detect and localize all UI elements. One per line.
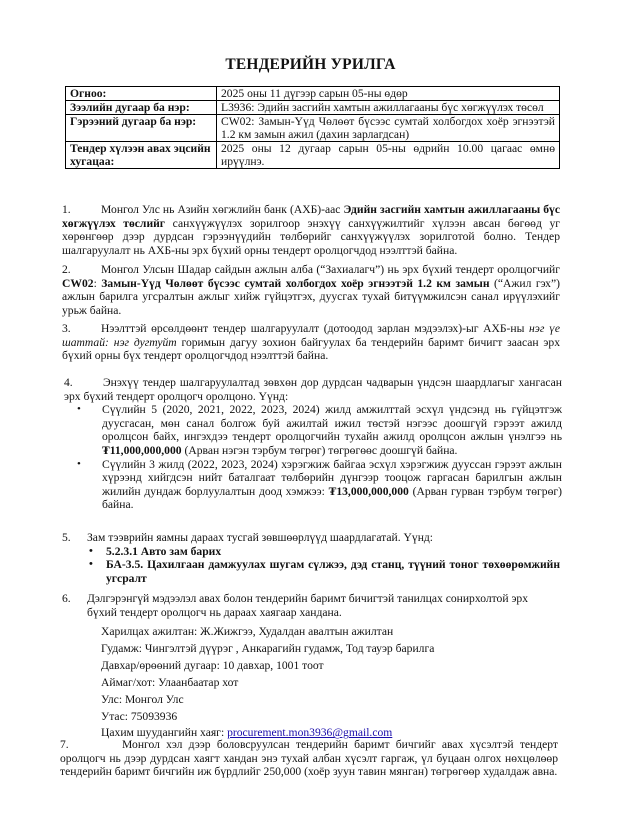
paragraph-text: Монгол Улс нь Азийн хөгжлийн банк (АХБ)-аас	[101, 203, 344, 216]
list-item-text: (Арван нэгэн тэрбум төгрөг) төгрөгөөс доошгүй байна.	[181, 443, 458, 457]
paragraph-number: 6.	[62, 592, 71, 605]
contact-person: Харилцах ажилтан: Ж.Жижгээ, Худалдан авалтын ажилтан	[101, 625, 394, 638]
amount-bold: ₮11,000,000,000	[102, 443, 182, 457]
contract-name-bold: Замын-Үүд Чөлөөт бүсээс сумтай холбогдох хоёр эгнээтэй 1.2 км замын	[101, 276, 490, 290]
procedure-italic: нэг үе шаттай: нэг дугтуйт	[62, 322, 560, 349]
contract-code-bold: CW02	[62, 276, 94, 290]
list-item-text: Сүүлийн 5 (2020, 2021, 2022, 2023, 2024) жилд амжилттай эсхүл үндсэнд нь гүйцэтгэж дуусгасан, мөн санал болгож буй ажилтай ижил төстэй нэгээс доошгүй гэрээт ажилд оролцсон байх, ингэхдээ тендерт оролцогчийн тухайн ажилд оролцсон ажлын үнэлгээ нь	[102, 403, 562, 444]
bullet-icon: •	[89, 544, 93, 557]
contact-country: Улс: Монгол Улс	[101, 692, 184, 706]
paragraph-number: 3.	[62, 322, 71, 335]
list-item-text: 5.2.3.1 Авто зам барих	[106, 544, 222, 558]
paragraph-text: Монгол Улсын Шадар сайдын ажлын алба (“Захиалагч”) нь эрх бүхий тендерт оролцогчийг	[101, 263, 560, 276]
list-item	[64, 458, 562, 512]
table-row	[66, 142, 560, 169]
qualification-list	[64, 403, 562, 512]
list-item	[62, 558, 560, 585]
license-list	[62, 545, 560, 586]
paragraph-text: горимын дагуу зохион байгуулах ба тендерийн баримт бичигт заасан эрх бүхий орны бүх тендерт оролцогчдод нээлттэй байна.	[62, 335, 561, 363]
amount-bold: ₮13,000,000,000	[328, 484, 409, 498]
paragraph-text: Нээлттэй өрсөлдөөнт тендер шалгаруулалт (дотоодод зарлан мэдээлэх)-ыг АХБ-ны	[101, 322, 530, 335]
row-value: 2025 оны 11 дүгээр сарын 05-ны өдөр	[217, 87, 560, 101]
paragraph-number: 1.	[62, 203, 71, 216]
document-title: ТЕНДЕРИЙН УРИЛГА	[225, 56, 396, 73]
row-value: 2025 оны 12 дугаар сарын 05-ны өдрийн 10.00 цагаас өмнө ирүүлнэ.	[217, 142, 560, 169]
paragraph-text: Монгол хэл дээр боловсруулсан тендерийн баримт бичгийг авах хүсэлтэй тендерт оролцогч нь дээр дурдсан хаягт хандан энэ тухай албан хүсэлт гаргаж, үл буцаан олгох нөхцөлөөр тендерийн баримт бичгийн иж бүрдлийг 250,000 (хоёр зуун тавин мянган) төгрөгөөр худалдаж авна.	[60, 738, 558, 779]
contact-floor: Давхар/өрөөний дугаар: 10 давхар, 1001 тоот	[101, 658, 324, 672]
paragraph-number: 2.	[62, 263, 71, 276]
paragraph-7	[60, 738, 558, 779]
paragraph-number: 4.	[64, 376, 73, 389]
row-label: Гэрээний дугаар ба нэр:	[66, 115, 217, 142]
row-label: Огноо:	[66, 87, 217, 101]
email-label: Цахим шуудангийн хаяг:	[101, 726, 228, 740]
paragraph-text: Зам тээврийн яамны дараах тусгай зөвшөөрлүүд шаардлагатай. Үүнд:	[87, 531, 434, 544]
row-label: Зээлийн дугаар ба нэр:	[66, 101, 217, 115]
table-row	[66, 87, 560, 101]
paragraph-2	[62, 263, 560, 317]
contact-city: Аймаг/хот: Улаанбаатар хот	[101, 675, 239, 689]
paragraph-text: :	[93, 276, 102, 290]
list-item-text: (Арван гурван тэрбум төгрөг) байна.	[102, 484, 563, 512]
project-name-bold: Эдийн засгийн хамтын ажиллагааны бүс хөгжүүлэх төслийг	[62, 203, 560, 230]
list-item	[64, 403, 562, 457]
paragraph-3	[62, 322, 560, 363]
table-row	[66, 115, 560, 142]
paragraph-1	[62, 203, 560, 257]
tender-info-table	[65, 86, 560, 169]
paragraph-text: санхүүжүүлэх зорилгоор энэхүү санхүүжилтийг хүлээн авсан бөгөөд уг хөрөнгөөр дээр дурдсан гэрээнүүдийн төлбөрийг санхүүжүүлэх зорилготой болно. Тендер шалгаруулалт нь АХБ-ны эрх бүхий орны тендерт оролцогчдод нээлттэй байна.	[62, 216, 561, 257]
contact-phone: Утас: 75093936	[101, 709, 178, 723]
contact-street: Гудамж: Чингэлтэй дүүрэг , Анкарагийн гудамж, Тод тауэр барилга	[101, 641, 435, 655]
row-value: L3936: Эдийн засгийн хамтын ажиллагааны бүс хөгжүүлэх төсөл	[217, 101, 560, 115]
paragraph-6	[62, 592, 560, 619]
paragraph-4	[64, 376, 562, 512]
paragraph-text: Энэхүү тендер шалгаруулалтад зөвхөн дор дурдсан чадварын үндсэн шаардлагыг хангасан эрх бүхий тендерт оролцогч оролцоно. Үүнд:	[64, 376, 562, 403]
paragraph-number: 5.	[62, 531, 71, 544]
list-item-text: БА-3.5. Цахилгаан дамжуулах шугам сүлжээ, дэд станц, түүний тоног төхөөрөмжийн угсралт	[106, 558, 560, 585]
row-value: CW02: Замын-Үүд Чөлөөт бүсээс сумтай холбогдох хоёр эгнээтэй 1.2 км замын ажил (дахин зарлагдсан)	[217, 115, 560, 142]
table-row	[66, 101, 560, 115]
bullet-icon: •	[89, 558, 93, 571]
row-label: Тендер хүлээн авах эцсийн хугацаа:	[66, 142, 217, 169]
list-item	[62, 545, 560, 559]
bullet-icon: •	[77, 457, 81, 470]
paragraph-text: Дэлгэрэнгүй мэдээлэл авах болон тендерийн баримт бичигтэй танилцах сонирхолтой эрх бүхий тендерт оролцогч нь дараах хаягаар хандана.	[87, 592, 529, 619]
contact-block	[101, 624, 434, 742]
list-item-text: Сүүлийн 3 жилд (2022, 2023, 2024) хэрэгжиж байгаа эсхүл хэрэгжиж дууссан гэрээт ажлын хүрээнд хийгдсэн нийт баталгаат төлбөрийн дүнгээр тооцож гаргасан барилгын ажлын жилийн дундаж борлуулалтын доод хэмжээ:	[102, 457, 562, 498]
bullet-icon: •	[77, 403, 81, 416]
paragraph-number: 7.	[60, 738, 69, 751]
paragraph-5	[62, 531, 560, 585]
paragraph-text: (“Ажил гэх”) ажлын барилга угсралтын ажлыг хийж гүйцэтгэх, дуусгах тухай битүүмжилсэн санал ирүүлэхийг урьж байна.	[62, 276, 560, 317]
email-link[interactable]: procurement.mon3936@gmail.com	[227, 726, 393, 740]
